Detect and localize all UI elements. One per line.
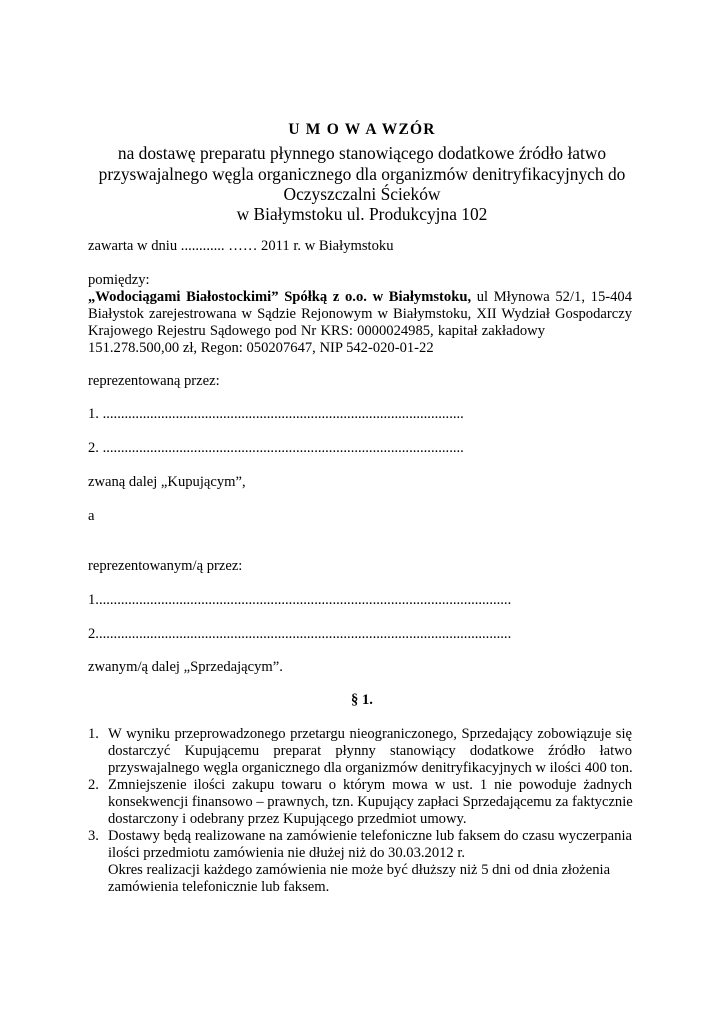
paragraph-3-line: Dostawy będą realizowane na zamówienie telefoniczne lub faksem do czasu wyczerpania xyxy=(108,828,632,844)
section-title: § 1. xyxy=(351,692,373,708)
concluded-date-line: zawarta w dniu ............ …… 2011 r. w Białymstoku xyxy=(88,238,394,254)
seller-rep-line-1: 1.................................................................................................................. xyxy=(88,592,512,608)
paragraph-1-line: dostarczyć Kupującemu preparat płynny stanowiący dodatkowe źródło łatwo xyxy=(108,743,632,759)
buyer-address: ul Młynowa 52/1, 15-404 xyxy=(471,289,632,305)
paragraph-3-number: 3. xyxy=(88,828,99,844)
seller-rep-line-2: 2.................................................................................................................. xyxy=(88,626,512,642)
buyer-line-1 xyxy=(88,289,632,306)
and-text: a xyxy=(88,508,95,524)
buyer-rep-line-1: 1. ................................................................................................... xyxy=(88,406,464,422)
paragraph-2-number: 2. xyxy=(88,777,99,793)
paragraph-2-line: dostarczony i odebrany przez Kupującego przedmiot umowy. xyxy=(108,811,467,827)
paragraph-1-line: W wyniku przeprowadzonego przetargu nieograniczonego, Sprzedający zobowiązuje się xyxy=(108,726,632,742)
buyer-line-3: Krajowego Rejestru Sądowego pod Nr KRS: 0000024985, kapitał zakładowy xyxy=(88,323,545,339)
buyer-alias: zwaną dalej „Kupującym”, xyxy=(88,474,246,490)
seller-alias: zwanym/ą dalej „Sprzedającym”. xyxy=(88,659,283,675)
paragraph-3-line: zamówienia telefonicznie lub faksem. xyxy=(108,879,330,895)
subtitle-line-4: w Białymstoku ul. Produkcyjna 102 xyxy=(236,204,488,224)
represented-by-label-2: reprezentowanym/ą przez: xyxy=(88,558,243,574)
represented-by-label: reprezentowaną przez: xyxy=(88,373,220,389)
buyer-block xyxy=(88,289,632,357)
paragraph-1-number: 1. xyxy=(88,726,99,742)
paragraph-1-line: przyswajalnego węgla organicznego dla organizmów denitryfikacyjnych w ilości 400 ton. xyxy=(108,760,633,776)
buyer-line-4: 151.278.500,00 zł, Regon: 050207647, NIP 542-020-01-22 xyxy=(88,340,434,356)
buyer-name: „Wodociągami Białostockimi” Spółką z o.o. w Białymstoku, xyxy=(88,289,472,305)
subtitle-line-1: na dostawę preparatu płynnego stanowiącego dodatkowe źródło łatwo xyxy=(117,143,607,163)
document-title: U M O W A WZÓR xyxy=(288,121,436,138)
paragraph-3-line: Okres realizacji każdego zamówienia nie może być dłuższy niż 5 dni od dnia złożenia xyxy=(108,862,611,878)
between-label: pomiędzy: xyxy=(88,272,150,288)
paragraph-3-line: ilości przedmiotu zamówienia nie dłużej niż do 30.03.2012 r. xyxy=(108,845,466,861)
buyer-line-2: Białystok zarejestrowana w Sądzie Rejonowym w Białymstoku, XII Wydział Gospodarczy xyxy=(88,306,632,322)
paragraph-2-line: Zmniejszenie ilości zakupu towaru o którym mowa w ust. 1 nie powoduje żadnych xyxy=(108,777,632,793)
paragraph-2-line: konsekwencji finansowo – prawnych, tzn. Kupujący zapłaci Sprzedającemu za faktycznie xyxy=(108,794,633,810)
buyer-rep-line-2: 2. ................................................................................................... xyxy=(88,440,464,456)
subtitle-line-2: przyswajalnego węgla organicznego dla organizmów denitryfikacyjnych do xyxy=(98,164,626,184)
subtitle-line-3: Oczyszczalni Ścieków xyxy=(283,184,441,204)
